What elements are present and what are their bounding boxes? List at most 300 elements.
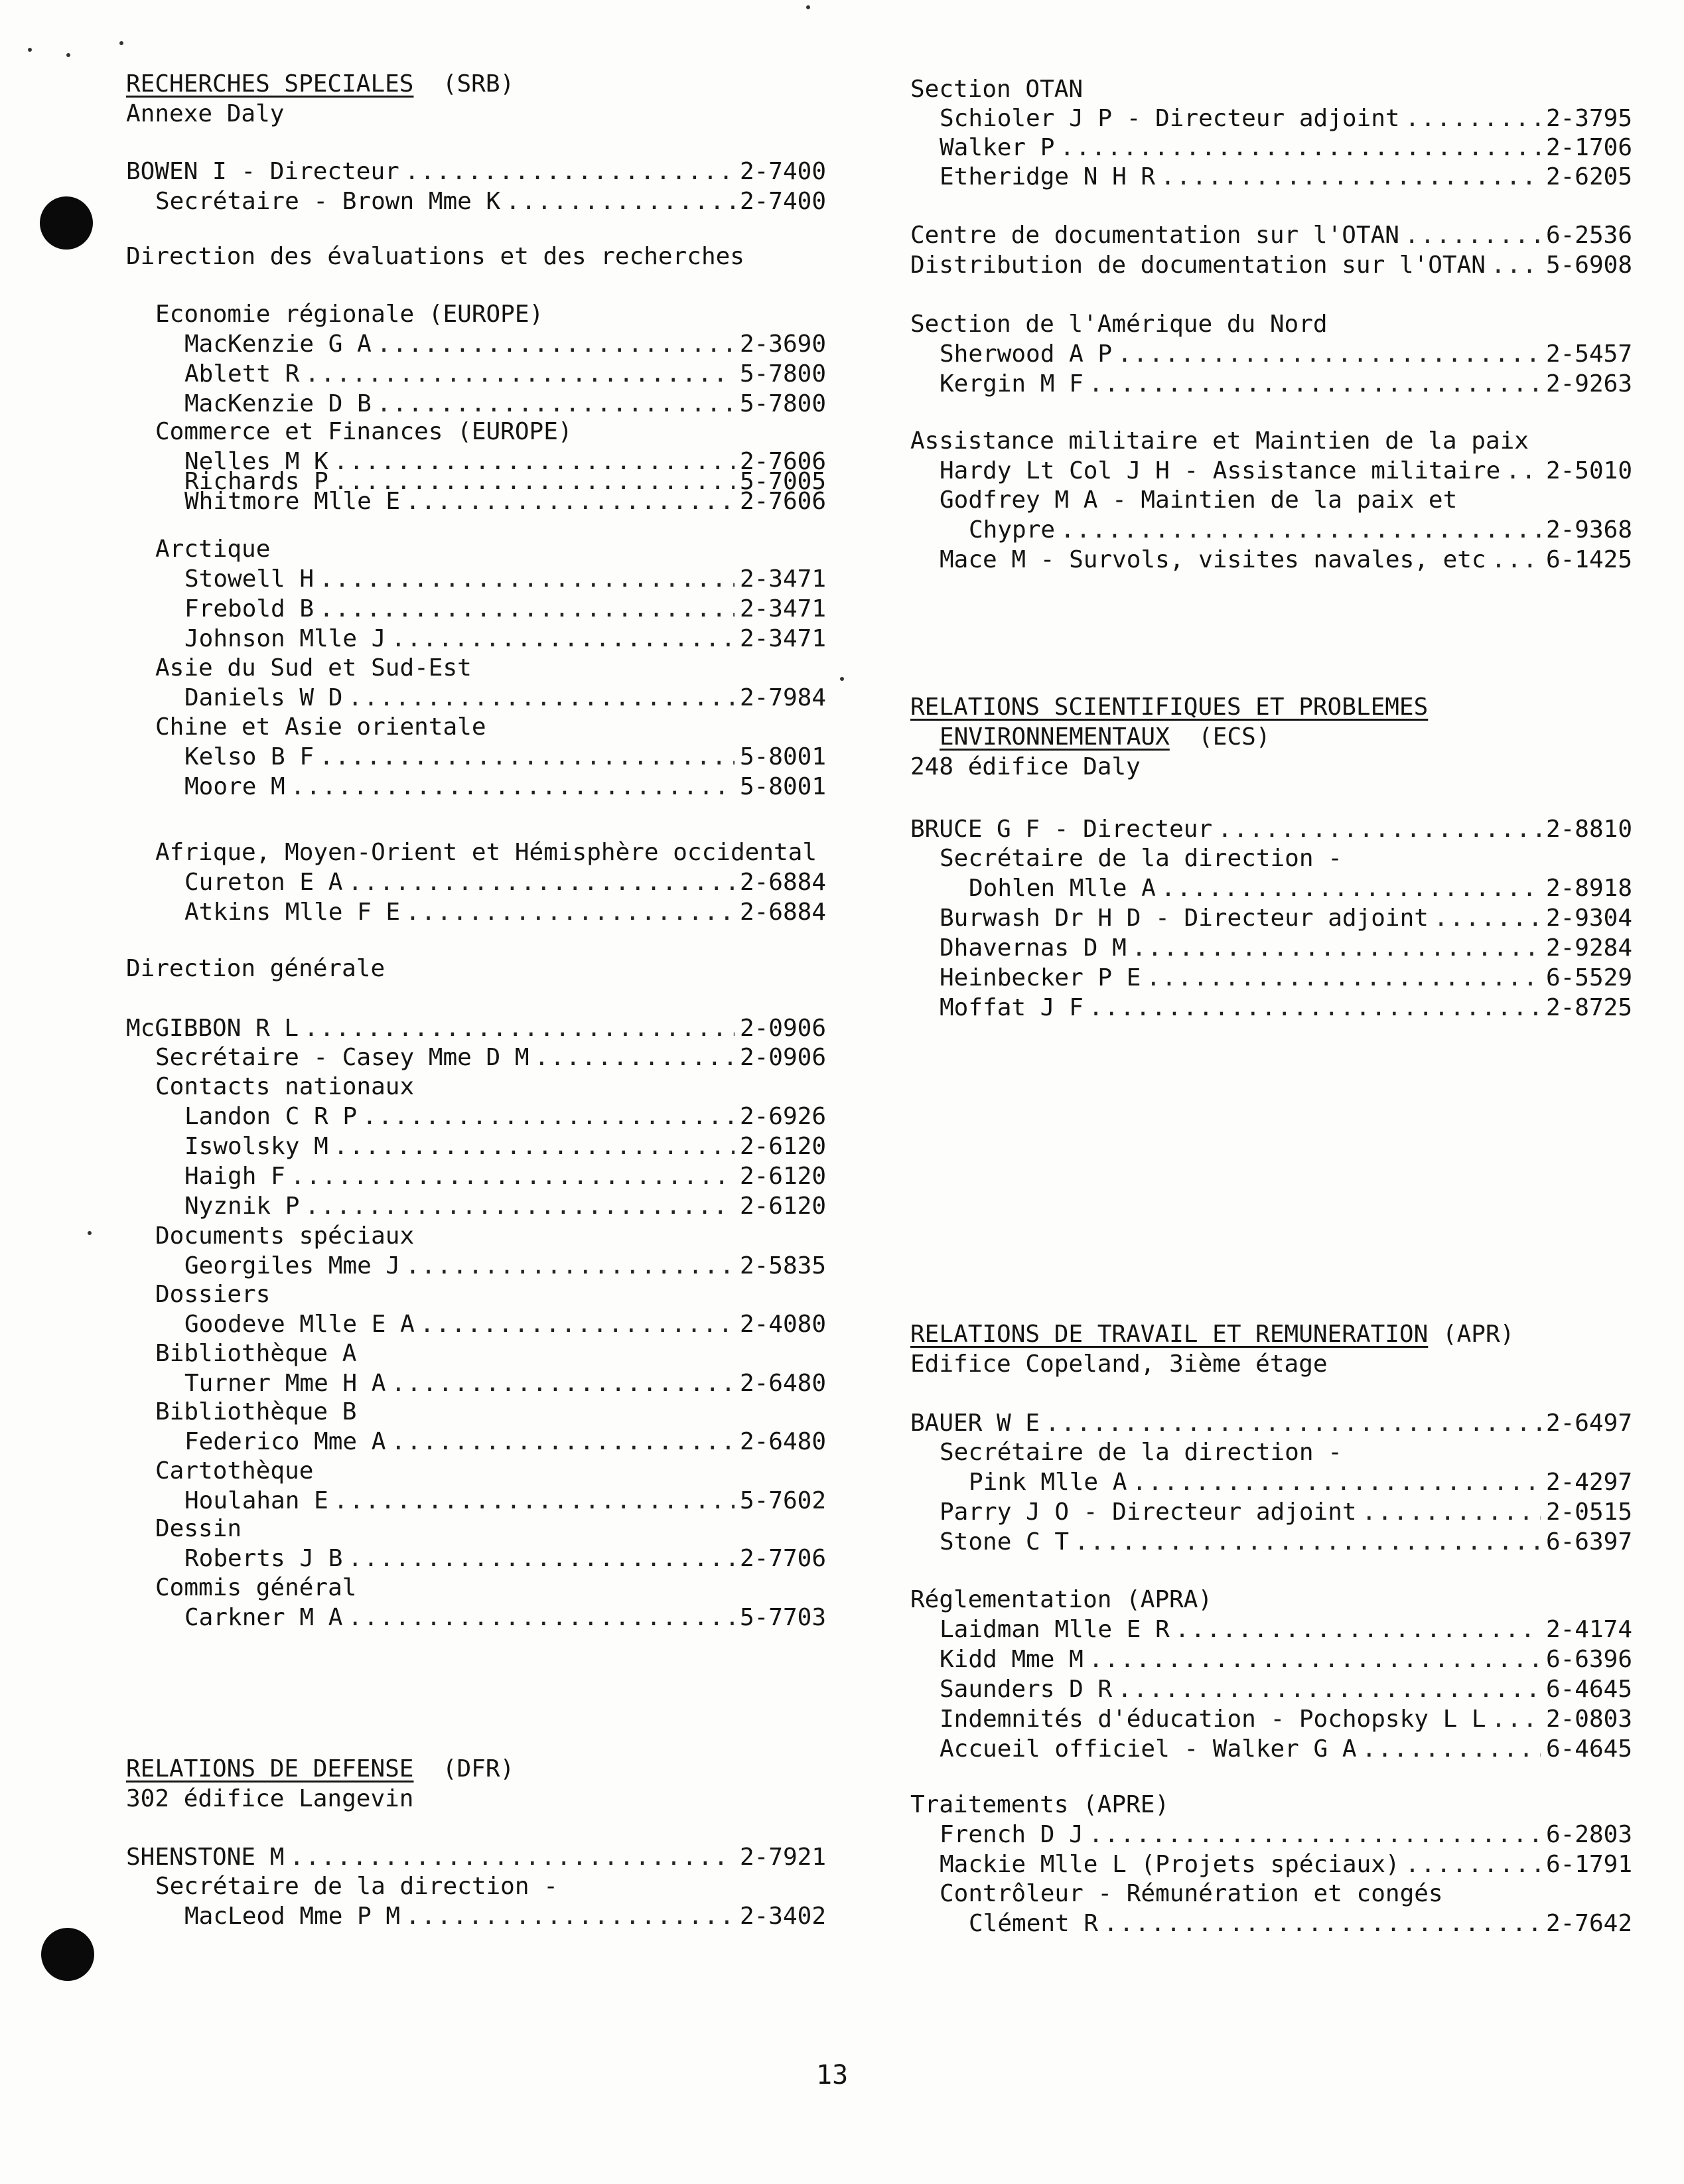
subheading — [155, 1279, 270, 1310]
directory-entry — [940, 1850, 1632, 1880]
entry-name: Ablett R — [184, 360, 300, 388]
entry-name: Goodeve Mlle E A — [184, 1311, 415, 1338]
directory-entry — [910, 1408, 1632, 1439]
directory-entry — [940, 162, 1632, 192]
directory-entry — [155, 1043, 826, 1073]
entry-name: BOWEN I - Directeur — [126, 158, 399, 185]
subheading-text: Contacts nationaux — [155, 1073, 415, 1100]
phone-extension: 2-7706 — [739, 1545, 826, 1572]
phone-extension: 2-8810 — [1545, 816, 1632, 843]
subheading-text: Commerce et Finances (EUROPE) — [155, 418, 573, 445]
directory-entry — [940, 1734, 1632, 1765]
subheading-text: Direction générale — [126, 955, 386, 982]
subheading-text: Cartothèque — [155, 1457, 314, 1485]
section-heading — [910, 692, 1428, 723]
entry-name: Kelso B F — [184, 743, 315, 770]
dot-leader — [319, 594, 735, 624]
directory-entry — [184, 867, 826, 898]
subheading — [940, 1879, 1443, 1909]
phone-extension: 6-1425 — [1545, 546, 1632, 573]
entry-name: Clément R — [969, 1910, 1099, 1937]
phone-extension: 2-6497 — [1545, 1410, 1632, 1437]
subheading — [940, 485, 1457, 516]
phone-extension: 2-7606 — [739, 488, 826, 515]
dot-leader — [1218, 814, 1541, 845]
directory-entry — [969, 515, 1632, 546]
subheading-text: 302 édifice Langevin — [126, 1785, 414, 1812]
phone-extension: 2-6120 — [739, 1193, 826, 1220]
directory-entry — [940, 104, 1632, 134]
subheading — [940, 843, 1342, 874]
subheading-text: Godfrey M A - Maintien de la paix et — [940, 486, 1458, 514]
subheading — [155, 1871, 558, 1902]
entry-name: Laidman Mlle E R — [940, 1616, 1170, 1643]
phone-extension: 5-8001 — [739, 743, 826, 770]
phone-extension: 2-4297 — [1545, 1469, 1632, 1496]
directory-entry — [940, 963, 1632, 993]
dot-leader — [348, 683, 735, 713]
scan-speck — [66, 53, 70, 57]
entry-name: Landon C R P — [184, 1103, 358, 1130]
entry-name: Indemnités d'éducation - Pochopsky L L — [940, 1706, 1486, 1733]
dot-leader — [1117, 1674, 1541, 1705]
dot-leader — [1089, 1820, 1541, 1850]
entry-name: Schioler J P - Directeur adjoint — [940, 105, 1400, 132]
dot-leader — [1362, 1497, 1541, 1528]
subheading-text: Dossiers — [155, 1281, 271, 1308]
dot-leader — [405, 486, 735, 517]
entry-name: Mace M - Survols, visites navales, etc — [940, 546, 1486, 573]
entry-name: Sherwood A P — [940, 340, 1113, 368]
dot-leader — [1160, 162, 1541, 192]
entry-name: Saunders D R — [940, 1676, 1113, 1703]
phone-extension: 6-6396 — [1545, 1646, 1632, 1673]
dot-leader — [1117, 339, 1541, 370]
directory-entry — [184, 1486, 826, 1516]
dot-leader — [1132, 1467, 1541, 1498]
scan-speck — [28, 48, 32, 52]
dot-leader — [391, 1427, 735, 1457]
phone-extension: 2-3795 — [1545, 105, 1632, 132]
entry-name: Secrétaire - Brown Mme K — [155, 188, 501, 215]
section-code: (SRB) — [413, 70, 515, 98]
entry-name: Walker P — [940, 134, 1055, 161]
directory-entry — [940, 1820, 1632, 1850]
directory-entry — [184, 1309, 826, 1340]
dot-leader — [305, 359, 735, 390]
entry-name: Houlahan E — [184, 1487, 328, 1514]
dot-leader — [535, 1043, 735, 1073]
directory-entry — [126, 1013, 826, 1044]
phone-extension: 6-6397 — [1545, 1528, 1632, 1556]
phone-extension: 6-2536 — [1545, 222, 1632, 249]
section-heading — [126, 1754, 514, 1784]
dot-leader — [506, 186, 735, 217]
entry-name: Hardy Lt Col J H - Assistance militaire — [940, 457, 1501, 484]
directory-entry — [155, 186, 826, 217]
dot-leader — [391, 1368, 735, 1399]
phone-extension: 2-0906 — [739, 1015, 826, 1042]
subheading — [126, 99, 284, 129]
dot-leader — [304, 1013, 735, 1044]
phone-extension: 2-0906 — [739, 1044, 826, 1071]
directory-entry — [940, 1615, 1632, 1645]
phone-extension: 2-3471 — [739, 595, 826, 622]
phone-extension: 6-4645 — [1545, 1735, 1632, 1763]
entry-name: Chypre — [969, 516, 1056, 544]
directory-entry — [910, 814, 1632, 845]
section-title: ENVIRONNEMENTAUX — [940, 723, 1170, 751]
entry-name: Roberts J B — [184, 1545, 343, 1572]
subheading — [910, 74, 1083, 105]
dot-leader — [348, 1544, 735, 1574]
entry-name: Etheridge N H R — [940, 163, 1156, 190]
phone-extension: 2-6884 — [739, 869, 826, 896]
dot-leader — [405, 897, 735, 928]
dot-leader — [1060, 515, 1541, 546]
phone-extension: 6-4645 — [1545, 1676, 1632, 1703]
subheading — [155, 1456, 313, 1487]
section-code: (ECS) — [1169, 723, 1271, 751]
subheading-text: Contrôleur - Rémunération et congés — [940, 1880, 1443, 1907]
dot-leader — [291, 1161, 735, 1192]
subheading — [155, 1573, 356, 1603]
entry-name: Pink Mlle A — [969, 1469, 1127, 1496]
subheading — [155, 1339, 356, 1369]
subheading-text: Assistance militaire et Maintien de la paix — [910, 427, 1529, 455]
phone-extension: 2-6884 — [739, 899, 826, 926]
dot-leader — [334, 1131, 735, 1162]
subheading — [126, 242, 744, 272]
directory-entry — [184, 1427, 826, 1457]
entry-name: MacLeod Mme P M — [184, 1903, 401, 1930]
phone-extension: 2-0515 — [1545, 1498, 1632, 1526]
subheading-text: Section OTAN — [910, 76, 1084, 103]
subheading-text: Direction des évaluations et des recherches — [126, 243, 744, 270]
subheading-text: Edifice Copeland, 3ième étage — [910, 1350, 1328, 1378]
subheading-text: Chine et Asie orientale — [155, 713, 486, 741]
entry-name: Carkner M A — [184, 1604, 343, 1631]
dot-leader — [319, 742, 735, 772]
dot-leader — [362, 1102, 735, 1132]
entry-name: Iswolsky M — [184, 1133, 328, 1160]
subheading-text: Annexe Daly — [126, 100, 285, 127]
phone-extension: 2-7642 — [1545, 1910, 1632, 1937]
directory-entry — [940, 339, 1632, 370]
subheading-text: Secrétaire de la direction - — [155, 1873, 558, 1900]
entry-name: French D J — [940, 1821, 1084, 1848]
entry-name: Daniels W D — [184, 684, 343, 711]
directory-entry — [184, 1544, 826, 1574]
directory-entry — [184, 1191, 826, 1222]
phone-extension: 2-6120 — [739, 1163, 826, 1190]
entry-name: Cureton E A — [184, 869, 343, 896]
subheading-text: Commis général — [155, 1574, 357, 1601]
dot-leader — [1492, 545, 1541, 575]
entry-name: Kergin M F — [940, 370, 1084, 398]
subheading-text: 248 édifice Daly — [910, 753, 1141, 780]
entry-name: Frebold B — [184, 595, 315, 622]
dot-leader — [289, 1842, 735, 1873]
subheading — [155, 653, 472, 684]
entry-name: Stowell H — [184, 565, 315, 593]
directory-entry — [184, 486, 826, 517]
phone-extension: 5-7703 — [739, 1604, 826, 1631]
dot-leader — [334, 1486, 735, 1516]
dot-leader — [1074, 1527, 1541, 1558]
dot-leader — [1405, 220, 1541, 251]
dot-leader — [348, 867, 735, 898]
subheading-text: Documents spéciaux — [155, 1222, 415, 1250]
directory-entry — [940, 1497, 1632, 1528]
punch-hole-top — [40, 196, 93, 250]
scan-speck — [806, 5, 810, 9]
entry-name: Georgiles Mme J — [184, 1252, 401, 1279]
dot-leader — [291, 772, 735, 802]
phone-extension: 2-5457 — [1545, 340, 1632, 368]
directory-entry — [910, 250, 1632, 281]
phone-extension: 2-3402 — [739, 1903, 826, 1930]
phone-extension: 2-8918 — [1545, 875, 1632, 902]
entry-name: Haigh F — [184, 1163, 285, 1190]
section-heading — [126, 69, 514, 100]
section-heading — [910, 1319, 1514, 1350]
entry-name: Nelles M K — [184, 448, 328, 475]
dot-leader — [420, 1309, 735, 1340]
directory-entry — [184, 1251, 826, 1281]
phone-extension: 2-4080 — [739, 1311, 826, 1338]
entry-name: Stone C T — [940, 1528, 1070, 1556]
directory-entry — [969, 873, 1632, 904]
dot-leader — [1175, 1615, 1541, 1645]
directory-entry — [184, 1368, 826, 1399]
scan-speck — [840, 677, 844, 681]
subheading — [940, 1437, 1342, 1468]
subheading-text: Economie régionale (EUROPE) — [155, 301, 544, 328]
entry-name: Kidd Mme M — [940, 1646, 1084, 1673]
dot-leader — [1089, 369, 1541, 400]
dot-leader — [1161, 873, 1541, 904]
scan-speck — [88, 1231, 92, 1235]
subheading-text: Afrique, Moyen-Orient et Hémisphère occidental — [155, 839, 817, 866]
entry-name: Atkins Mlle F E — [184, 899, 401, 926]
phone-extension: 2-6205 — [1545, 163, 1632, 190]
entry-name: Moore M — [184, 773, 285, 800]
dot-leader — [405, 157, 735, 187]
dot-leader — [391, 624, 735, 654]
directory-entry — [940, 1644, 1632, 1675]
directory-entry — [184, 1131, 826, 1162]
entry-name: Whitmore Mlle E — [184, 488, 401, 515]
subheading-text: Asie du Sud et Sud-Est — [155, 654, 472, 682]
entry-name: Federico Mme A — [184, 1428, 386, 1455]
phone-extension: 2-7984 — [739, 684, 826, 711]
subheading — [155, 299, 543, 330]
directory-entry — [184, 594, 826, 624]
phone-extension: 6-5529 — [1545, 964, 1632, 991]
subheading-text: Traitements (APRE) — [910, 1791, 1170, 1818]
phone-extension: 2-5835 — [739, 1252, 826, 1279]
dot-leader — [1492, 1704, 1541, 1735]
phone-extension: 5-7005 — [739, 468, 826, 495]
entry-name: SHENSTONE M — [126, 1844, 285, 1871]
dot-leader — [1089, 993, 1541, 1023]
phone-extension: 2-6120 — [739, 1133, 826, 1160]
phone-extension: 2-8725 — [1545, 994, 1632, 1021]
phone-extension: 2-6480 — [739, 1370, 826, 1397]
directory-entry — [126, 157, 826, 187]
phone-extension: 2-9368 — [1545, 516, 1632, 544]
dot-leader — [1405, 1850, 1541, 1880]
subheading — [155, 837, 817, 868]
phone-extension: 5-6908 — [1545, 252, 1632, 279]
entry-name: Centre de documentation sur l'OTAN — [910, 222, 1399, 249]
directory-entry — [184, 359, 826, 390]
dot-leader — [1060, 133, 1541, 163]
subheading — [155, 417, 573, 447]
entry-name: Heinbecker P E — [940, 964, 1141, 991]
entry-name: Turner Mme H A — [184, 1370, 386, 1397]
directory-entry — [184, 742, 826, 772]
directory-entry — [969, 1467, 1632, 1498]
subheading — [910, 1790, 1169, 1820]
phone-extension: 2-4174 — [1545, 1616, 1632, 1643]
subheading-text: Bibliothèque A — [155, 1340, 357, 1367]
phone-extension: 2-3471 — [739, 565, 826, 593]
directory-entry — [184, 897, 826, 928]
section-title: RELATIONS DE DEFENSE — [126, 1755, 414, 1783]
subheading-text: Dessin — [155, 1515, 242, 1542]
directory-entry — [940, 993, 1632, 1023]
phone-extension: 6-1791 — [1545, 1851, 1632, 1878]
directory-entry — [969, 1909, 1632, 1939]
subheading-text: Arctique — [155, 536, 271, 563]
phone-extension: 2-9304 — [1545, 905, 1632, 932]
dot-leader — [1506, 456, 1541, 486]
dot-leader — [348, 1603, 735, 1633]
phone-extension: 2-6926 — [739, 1103, 826, 1130]
directory-entry — [940, 1674, 1632, 1705]
subheading-text: Bibliothèque B — [155, 1398, 357, 1425]
entry-name: McGIBBON R L — [126, 1015, 299, 1042]
directory-entry — [940, 369, 1632, 400]
phone-extension: 5-7602 — [739, 1487, 826, 1514]
phone-extension: 2-9284 — [1545, 934, 1632, 962]
dot-leader — [1491, 250, 1541, 281]
directory-entry — [184, 1901, 826, 1932]
entry-name: Distribution de documentation sur l'OTAN — [910, 252, 1486, 279]
entry-name: BAUER W E — [910, 1410, 1040, 1437]
subheading-text: Secrétaire de la direction - — [940, 845, 1342, 872]
phone-extension: 2-6480 — [739, 1428, 826, 1455]
phone-extension: 5-7800 — [739, 390, 826, 417]
entry-name: BRUCE G F - Directeur — [910, 816, 1213, 843]
phone-extension: 2-3471 — [739, 625, 826, 652]
entry-name: Moffat J F — [940, 994, 1084, 1021]
section-title: RECHERCHES SPECIALES — [126, 70, 414, 98]
subheading — [910, 309, 1328, 340]
phone-extension: 2-7606 — [739, 448, 826, 475]
dot-leader — [405, 1251, 735, 1281]
entry-name: Dhavernas D M — [940, 934, 1127, 962]
subheading-text: Réglementation (APRA) — [910, 1586, 1213, 1613]
phone-extension: 5-7800 — [739, 360, 826, 388]
section-title: RELATIONS SCIENTIFIQUES ET PROBLEMES — [910, 693, 1429, 721]
phone-extension: 2-7400 — [739, 188, 826, 215]
directory-entry — [940, 1704, 1632, 1735]
subheading — [155, 1221, 414, 1252]
phone-extension: 2-1706 — [1545, 134, 1632, 161]
directory-entry — [910, 220, 1632, 251]
subheading — [910, 1349, 1328, 1380]
dot-leader — [1362, 1734, 1541, 1765]
directory-entry — [940, 456, 1632, 486]
phone-extension: 2-5010 — [1545, 457, 1632, 484]
section-code: (DFR) — [413, 1755, 515, 1783]
directory-entry — [940, 933, 1632, 964]
dot-leader — [319, 564, 735, 595]
subheading — [155, 1072, 414, 1102]
subheading-text: Section de l'Amérique du Nord — [910, 311, 1328, 338]
subheading — [910, 752, 1141, 782]
section-title: RELATIONS DE TRAVAIL ET REMUNERATION — [910, 1321, 1429, 1348]
entry-name: Mackie Mlle L (Projets spéciaux) — [940, 1851, 1400, 1878]
directory-entry — [184, 1603, 826, 1633]
directory-entry — [184, 772, 826, 802]
directory-entry — [184, 329, 826, 360]
directory-entry — [184, 1102, 826, 1132]
page-number: 13 — [816, 2060, 849, 2090]
phone-extension: 2-0803 — [1545, 1706, 1632, 1733]
dot-leader — [1089, 1644, 1541, 1675]
dot-leader — [1132, 933, 1541, 964]
phone-extension: 5-8001 — [739, 773, 826, 800]
dot-leader — [377, 389, 735, 419]
scan-speck — [119, 41, 123, 45]
punch-hole-bottom — [41, 1928, 94, 1981]
dot-leader — [1405, 104, 1541, 134]
directory-entry — [126, 1842, 826, 1873]
subheading — [155, 1514, 242, 1544]
directory-entry — [184, 564, 826, 595]
entry-name: Parry J O - Directeur adjoint — [940, 1498, 1357, 1526]
dot-leader — [1045, 1408, 1541, 1439]
section-heading — [940, 722, 1271, 753]
directory-entry — [940, 133, 1632, 163]
entry-name: Accueil officiel - Walker G A — [940, 1735, 1357, 1763]
dot-leader — [1103, 1909, 1541, 1939]
directory-entry — [184, 624, 826, 654]
dot-leader — [405, 1901, 735, 1932]
subheading — [126, 1784, 413, 1814]
phone-extension: 6-2803 — [1545, 1821, 1632, 1848]
entry-name: MacKenzie G A — [184, 330, 372, 358]
directory-entry — [184, 683, 826, 713]
directory-entry — [184, 1161, 826, 1192]
entry-name: Dohlen Mlle A — [969, 875, 1156, 902]
directory-entry — [940, 1527, 1632, 1558]
subheading — [155, 534, 270, 565]
subheading — [155, 1397, 356, 1427]
directory-entry — [940, 545, 1632, 575]
dot-leader — [377, 329, 735, 360]
phone-extension: 2-3690 — [739, 330, 826, 358]
subheading-text: Secrétaire de la direction - — [940, 1439, 1342, 1466]
subheading — [910, 1585, 1212, 1615]
subheading — [155, 712, 486, 743]
phone-extension: 2-7400 — [739, 158, 826, 185]
entry-name: Burwash Dr H D - Directeur adjoint — [940, 905, 1429, 932]
